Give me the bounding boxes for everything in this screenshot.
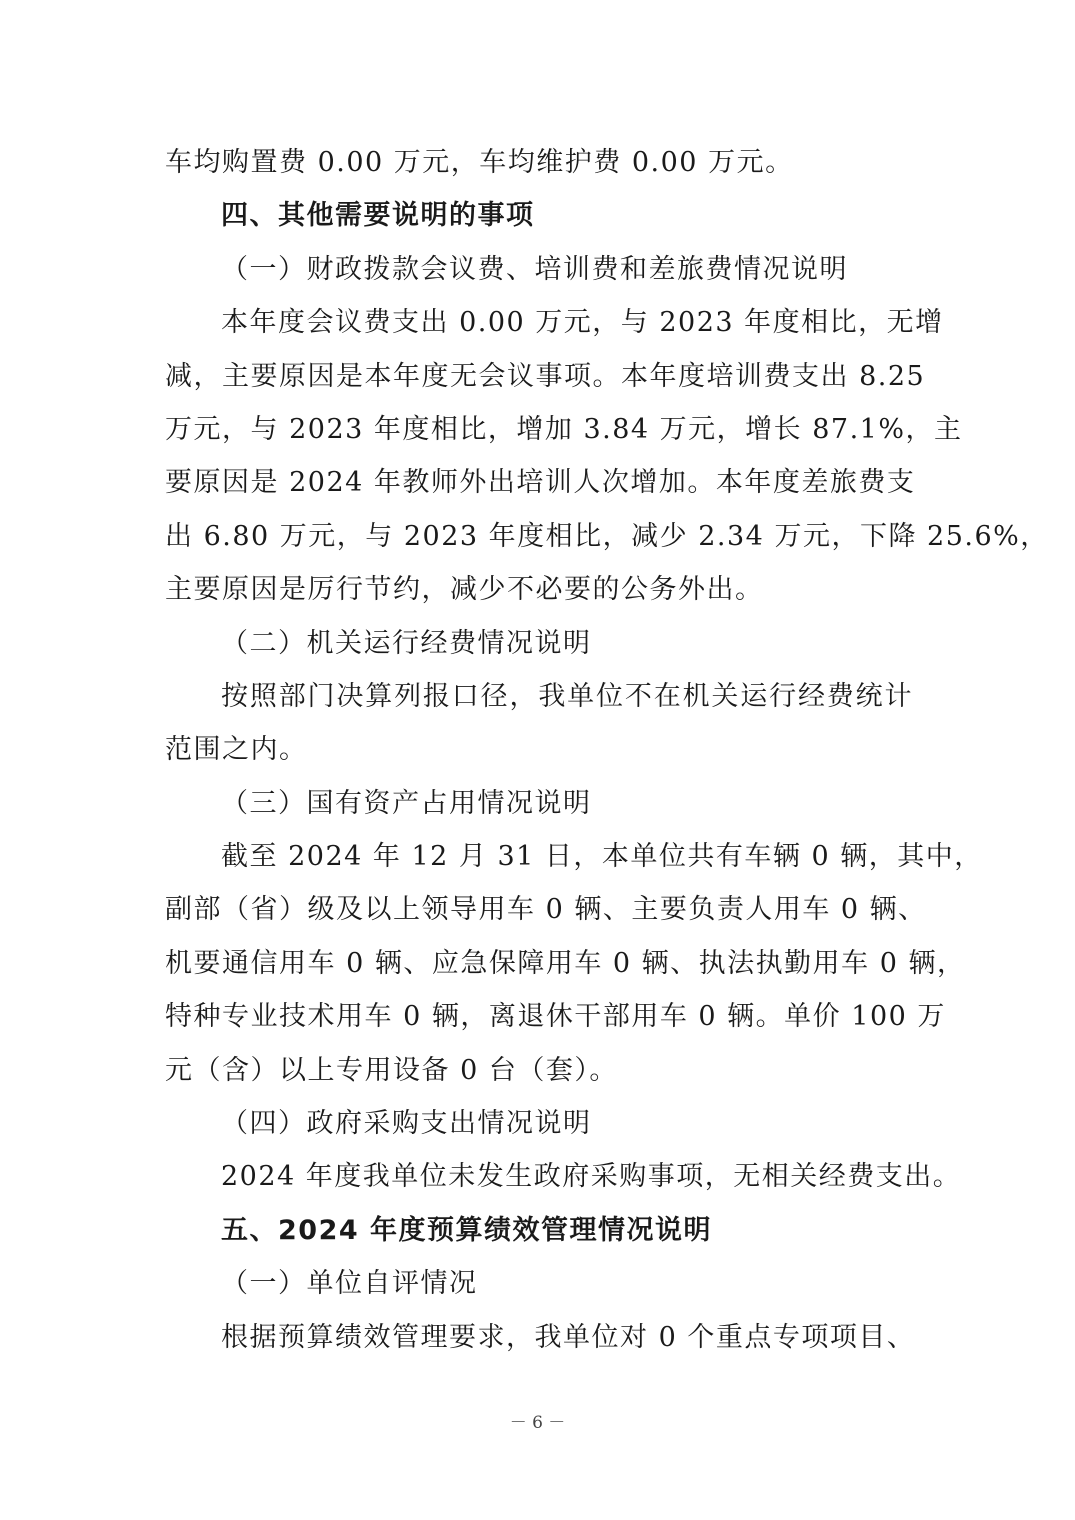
paragraph-line: 特种专业技术用车 0 辆，离退休干部用车 0 辆。单价 100 万 bbox=[165, 1001, 946, 1033]
paragraph-line: 元（含）以上专用设备 0 台（套）。 bbox=[165, 1054, 618, 1086]
subsection-heading: （四）政府采购支出情况说明 bbox=[221, 1108, 592, 1140]
paragraph-line: 本年度会议费支出 0.00 万元，与 2023 年度相比，无增 bbox=[221, 307, 944, 339]
paragraph-line: 机要通信用车 0 辆、应急保障用车 0 辆、执法执勤用车 0 辆， bbox=[165, 947, 966, 979]
section-heading: 五、2024 年度预算绩效管理情况说明 bbox=[221, 1214, 713, 1246]
subsection-heading: （三）国有资产占用情况说明 bbox=[221, 787, 592, 819]
paragraph-line: 范围之内。 bbox=[165, 734, 308, 766]
page-number: － 6 － bbox=[509, 1413, 566, 1433]
paragraph-line: 出 6.80 万元，与 2023 年度相比，减少 2.34 万元，下降 25.6%， bbox=[165, 520, 1049, 552]
document-body bbox=[165, 136, 1049, 1364]
paragraph-line: 车均购置费 0.00 万元，车均维护费 0.00 万元。 bbox=[165, 147, 794, 178]
paragraph-line: 万元，与 2023 年度相比，增加 3.84 万元，增长 87.1%，主 bbox=[165, 413, 963, 445]
subsection-heading: （一）财政拨款会议费、培训费和差旅费情况说明 bbox=[221, 253, 848, 285]
subsection-heading: （一）单位自评情况 bbox=[221, 1268, 478, 1300]
paragraph-line: 副部（省）级及以上领导用车 0 辆、主要负责人用车 0 辆、 bbox=[165, 894, 927, 926]
paragraph-line: 根据预算绩效管理要求，我单位对 0 个重点专项项目、 bbox=[221, 1321, 916, 1353]
section-heading: 四、其他需要说明的事项 bbox=[221, 200, 535, 232]
paragraph-line: 减，主要原因是本年度无会议事项。本年度培训费支出 8.25 bbox=[165, 360, 926, 392]
paragraph-line: 按照部门决算列报口径，我单位不在机关运行经费统计 bbox=[221, 680, 913, 712]
paragraph-line: 要原因是 2024 年教师外出培训人次增加。本年度差旅费支 bbox=[165, 467, 916, 499]
subsection-heading: （二）机关运行经费情况说明 bbox=[221, 627, 592, 659]
paragraph-line: 截至 2024 年 12 月 31 日，本单位共有车辆 0 辆，其中， bbox=[221, 841, 983, 873]
paragraph-line: 主要原因是厉行节约，减少不必要的公务外出。 bbox=[165, 574, 764, 606]
paragraph-line: 2024 年度我单位未发生政府采购事项，无相关经费支出。 bbox=[221, 1161, 962, 1193]
